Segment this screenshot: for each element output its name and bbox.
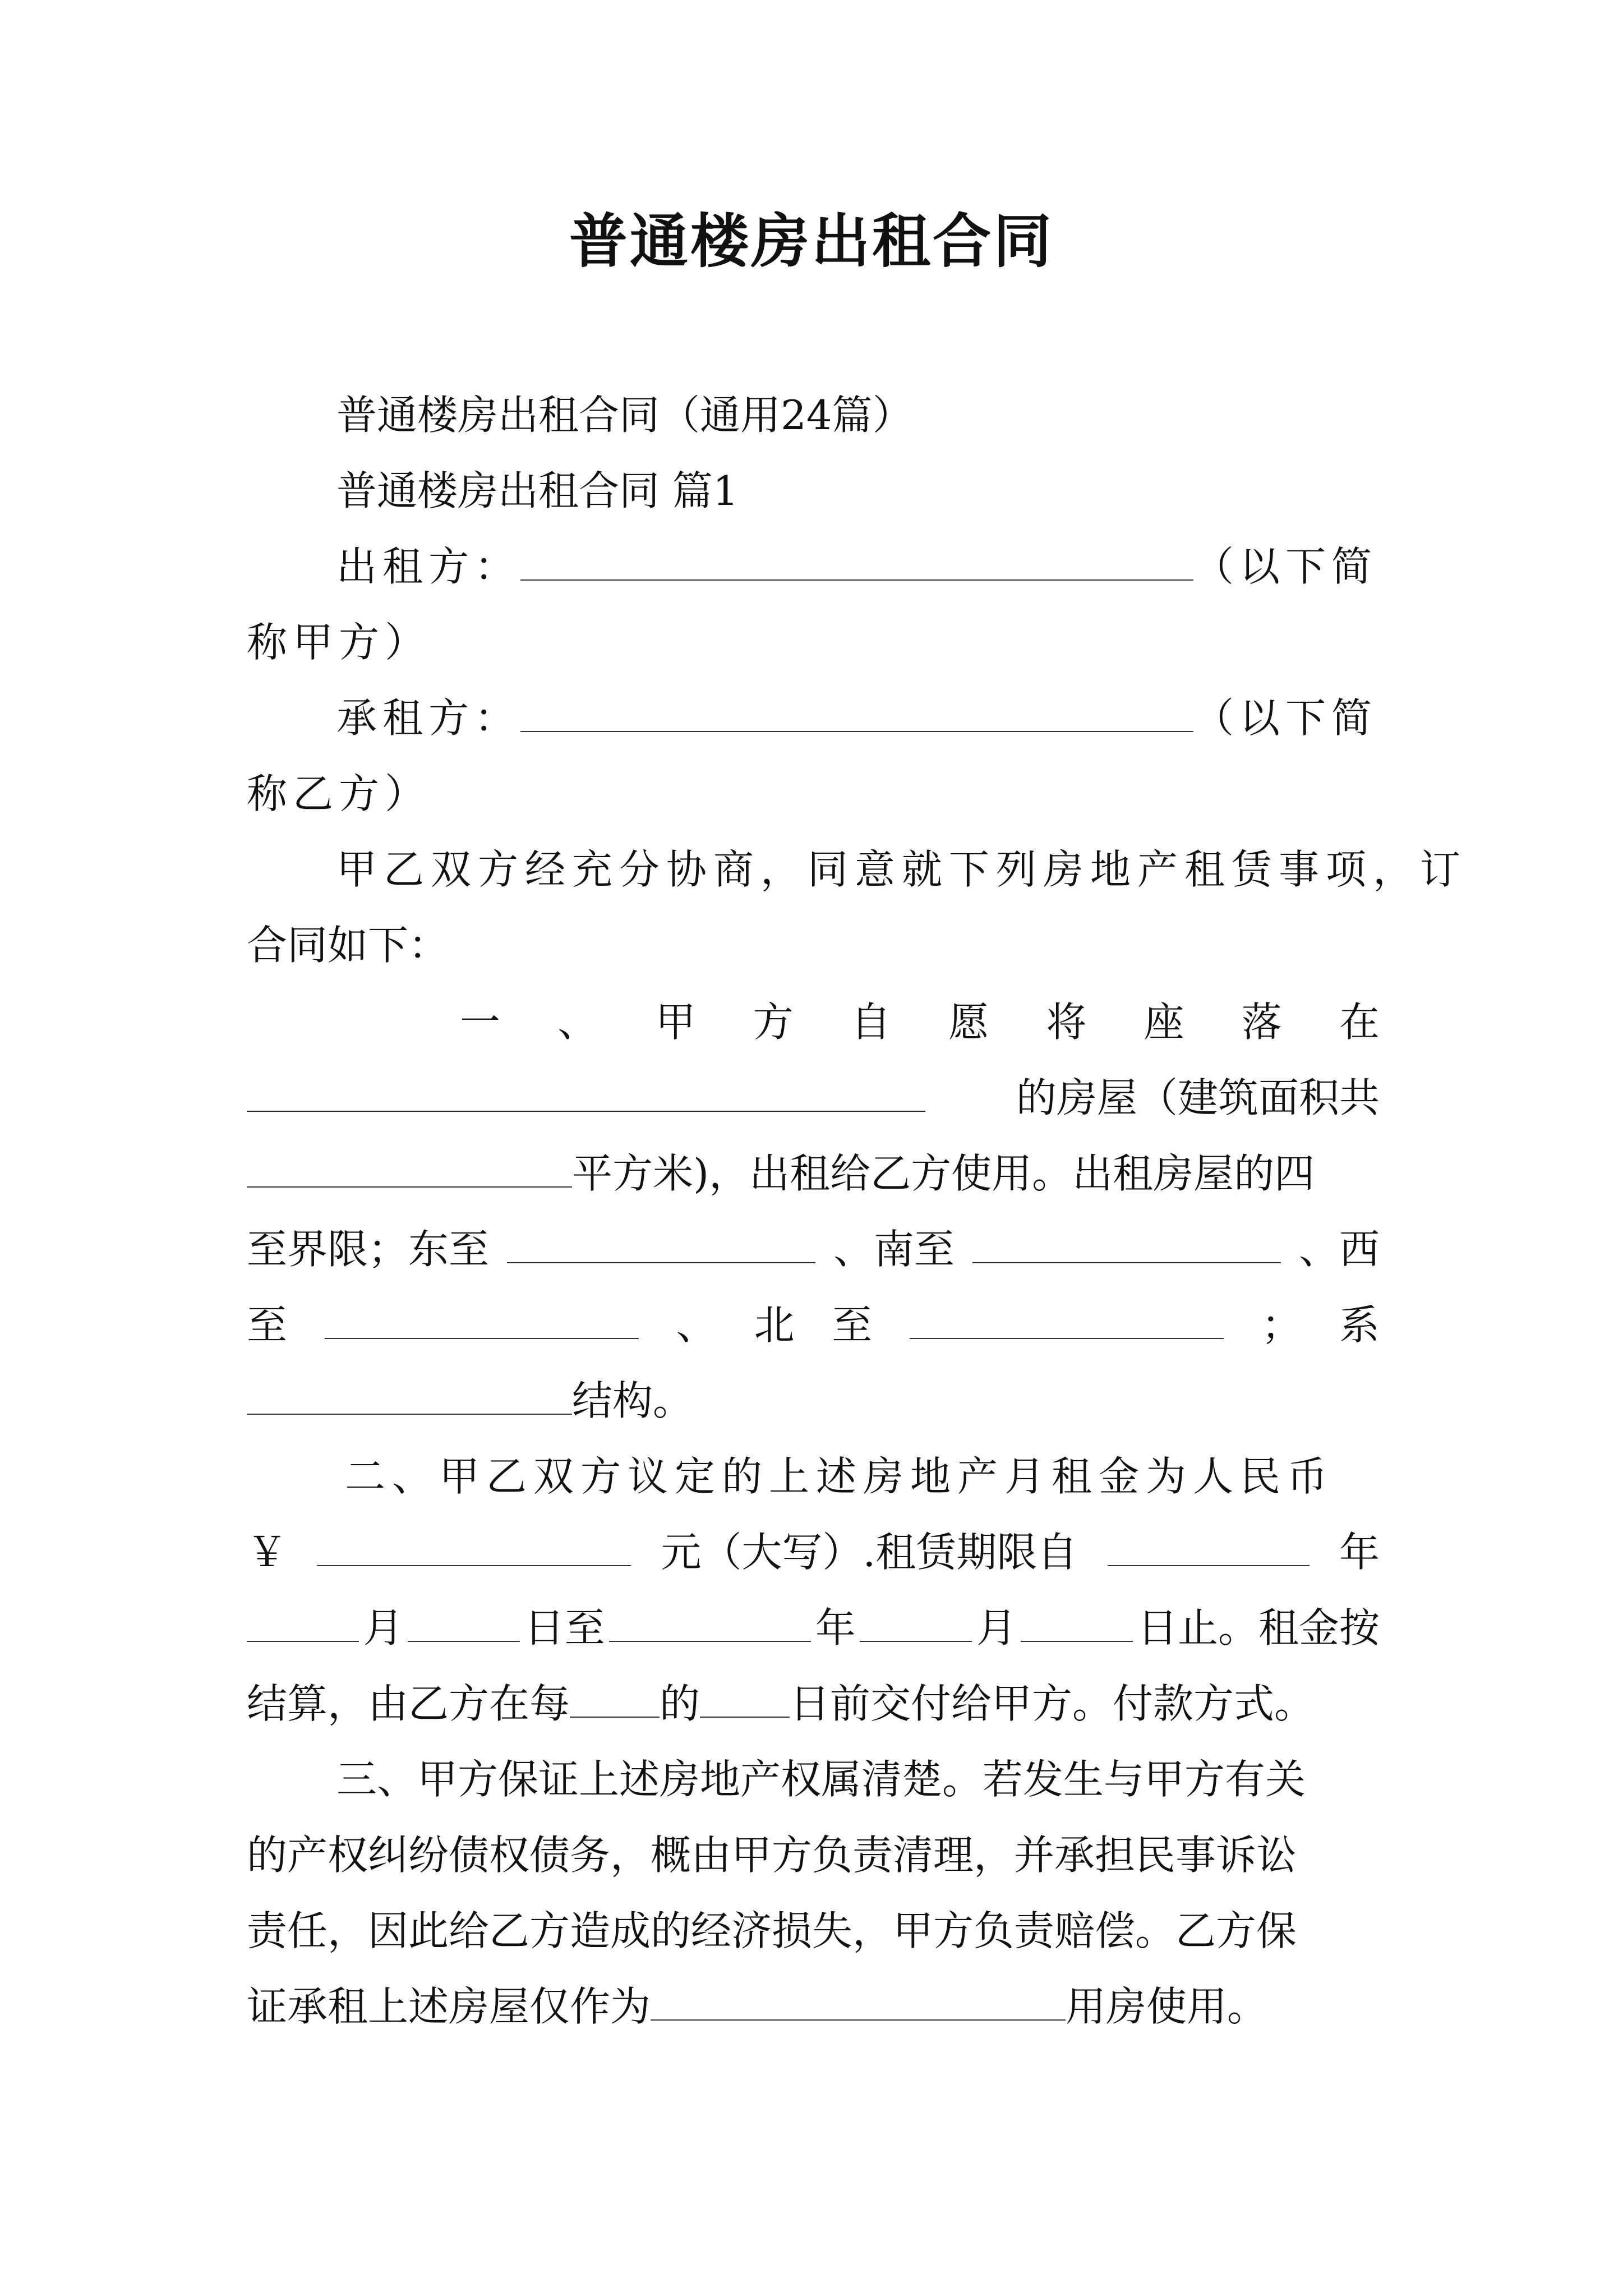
north-char: 北 bbox=[754, 1301, 795, 1349]
clause3-line-3: 责任，因此给乙方造成的经济损失，甲方负责赔偿。乙方保 bbox=[247, 1907, 1297, 1954]
west-char: 至 bbox=[247, 1301, 288, 1349]
clause2-line-4 bbox=[247, 1664, 1380, 1743]
lessor-line-2: 称甲方） bbox=[247, 619, 431, 666]
lessee-suffix: （以下简 bbox=[1193, 694, 1378, 742]
clause1-line-5 bbox=[247, 1286, 1380, 1364]
clause1-char: 在 bbox=[1339, 999, 1380, 1046]
structure-blank bbox=[247, 1369, 572, 1415]
clause3-line-4 bbox=[247, 1967, 1380, 2046]
clause1-line-1 bbox=[460, 983, 1380, 1061]
lessee-label: 承租方： bbox=[336, 694, 521, 742]
south-blank bbox=[972, 1217, 1281, 1263]
start-day-blank bbox=[408, 1596, 520, 1642]
clause1-line-2 bbox=[247, 1059, 1380, 1137]
clause1-line-6 bbox=[247, 1361, 1380, 1440]
boundary-south-label: 、南至 bbox=[833, 1226, 955, 1273]
north-to-char: 至 bbox=[832, 1301, 873, 1349]
day-to-label: 日至 bbox=[524, 1604, 605, 1651]
semicolon-char: ； bbox=[1261, 1301, 1302, 1349]
clause1-char: 一 bbox=[460, 999, 501, 1046]
payment-day-blank bbox=[700, 1672, 790, 1718]
clause1-line-4 bbox=[247, 1210, 1380, 1289]
clause1-char: 、 bbox=[557, 999, 598, 1046]
section-heading: 普通楼房出租合同 篇1 bbox=[336, 467, 739, 514]
rent-blank bbox=[317, 1520, 631, 1566]
payment-period-blank bbox=[570, 1672, 660, 1718]
end-month-blank bbox=[860, 1596, 972, 1642]
lessor-blank bbox=[520, 535, 1193, 581]
clause2-line-4-b: 的 bbox=[660, 1680, 700, 1727]
end-year-blank bbox=[609, 1596, 811, 1642]
location-blank bbox=[247, 1066, 925, 1112]
clause1-line-3-text: 平方米)，出租给乙方使用。出租房屋的四 bbox=[572, 1150, 1315, 1197]
year-label: 年 bbox=[1339, 1529, 1380, 1576]
clause3-line-1: 三、甲方保证上述房地产权属清楚。若发生与甲方有关 bbox=[336, 1756, 1306, 1803]
clause2-line-4-c: 日前交付给甲方。付款方式。 bbox=[790, 1680, 1315, 1727]
north-blank bbox=[910, 1293, 1224, 1339]
clause2-line-1: 二、甲乙双方议定的上述房地产月租金为人民币 bbox=[345, 1453, 1335, 1500]
intro-line-2: 合同如下： bbox=[247, 922, 449, 969]
lessor-line bbox=[336, 527, 1380, 606]
lessor-suffix: （以下简 bbox=[1193, 543, 1378, 590]
clause1-char: 甲 bbox=[655, 999, 696, 1046]
separator-char: 、 bbox=[676, 1301, 717, 1349]
document-subtitle: 普通楼房出租合同（通用24篇） bbox=[336, 392, 913, 439]
clause1-line-2-text: 的房屋（建筑面积共 bbox=[1016, 1074, 1380, 1121]
month-label: 月 bbox=[363, 1604, 404, 1651]
boundary-west-label: 、西 bbox=[1298, 1226, 1380, 1273]
lessor-label: 出租方： bbox=[336, 543, 521, 590]
west-blank bbox=[325, 1293, 639, 1339]
clause1-char: 自 bbox=[850, 999, 891, 1046]
clause1-char: 愿 bbox=[948, 999, 989, 1046]
east-blank bbox=[507, 1217, 815, 1263]
clause1-char: 落 bbox=[1241, 999, 1282, 1046]
end-day-blank bbox=[1021, 1596, 1133, 1642]
clause2-line-4-a: 结算，由乙方在每 bbox=[247, 1680, 570, 1727]
clause2-line-3-text: 日止。租金按 bbox=[1137, 1604, 1380, 1651]
structure-char: 系 bbox=[1339, 1301, 1380, 1349]
clause2-line-3 bbox=[247, 1589, 1380, 1667]
lessee-line-2: 称乙方） bbox=[247, 770, 431, 817]
clause1-char: 将 bbox=[1046, 999, 1087, 1046]
clause3-line-4-a: 证承租上述房屋仅作为 bbox=[247, 1983, 651, 2030]
area-blank bbox=[247, 1142, 572, 1188]
intro-line-1: 甲乙双方经充分协商，同意就下列房地产租赁事项，订 bbox=[336, 846, 1468, 893]
clause1-char: 座 bbox=[1144, 999, 1184, 1046]
start-month-blank bbox=[247, 1596, 359, 1642]
purpose-blank bbox=[651, 1975, 1066, 2021]
clause3-line-4-b: 用房使用。 bbox=[1066, 1983, 1268, 2030]
start-year-blank bbox=[1108, 1520, 1310, 1566]
clause2-line-2-text: 元（大写）.租赁期限自 bbox=[661, 1529, 1078, 1576]
document-title: 普通楼房出租合同 bbox=[569, 206, 1054, 275]
end-year-label: 年 bbox=[815, 1604, 856, 1651]
end-month-label: 月 bbox=[976, 1604, 1017, 1651]
clause1-line-6-text: 结构。 bbox=[572, 1377, 694, 1424]
clause2-line-2 bbox=[247, 1513, 1380, 1591]
clause1-char: 方 bbox=[753, 999, 794, 1046]
clause1-line-3 bbox=[247, 1134, 1380, 1213]
boundary-east-label: 至界限；东至 bbox=[247, 1226, 490, 1273]
lessee-line bbox=[336, 679, 1380, 757]
lessee-blank bbox=[520, 686, 1193, 732]
clause3-line-2: 的产权纠纷债权债务，概由甲方负责清理，并承担民事诉讼 bbox=[247, 1832, 1297, 1879]
yuan-symbol: ￥ bbox=[247, 1529, 288, 1576]
